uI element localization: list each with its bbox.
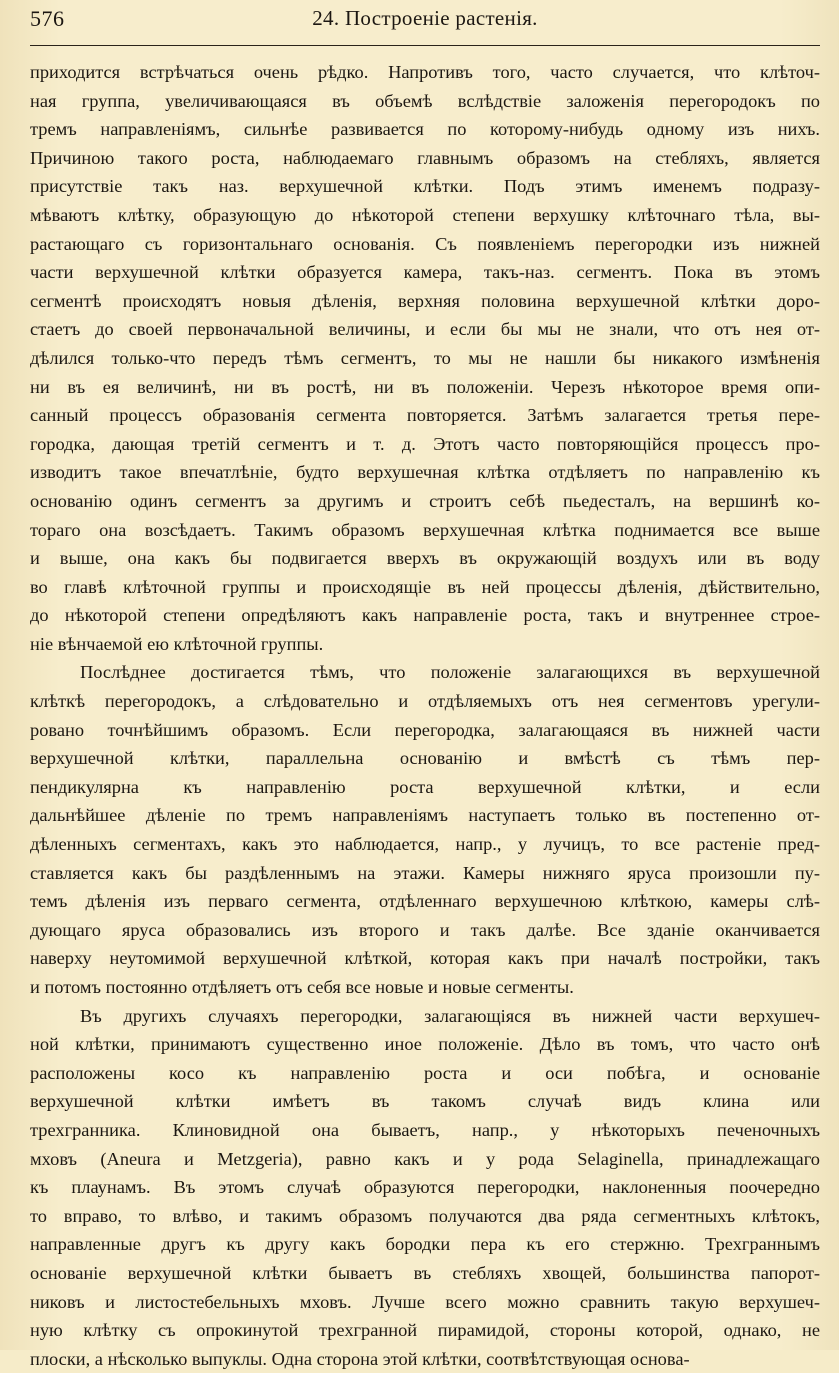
text-line: санный процессъ образованія сегмента повторяется. Затѣмъ залагается третья пере- (30, 405, 820, 426)
text-line: ной клѣтки, принимаютъ существенно иное положеніе. Дѣло въ томъ, что часто онѣ (30, 1034, 820, 1055)
text-line: дѣлился только-что передъ тѣмъ сегментъ, то мы не нашли бы никакого измѣненія (30, 347, 820, 368)
text-line: стаетъ до своей первоначальной величины, и если бы мы не знали, что отъ нея от- (30, 319, 820, 340)
header-rule (30, 45, 820, 46)
text-line: сегментѣ происходятъ новыя дѣленія, верхняя половина верхушечной клѣтки доро- (30, 290, 820, 311)
text-line: направленные другъ къ другу какъ бородки пера къ его стержню. Трехграннымъ (30, 1234, 820, 1255)
text-line: мховъ (Aneura и Metzgeria), равно какъ и у рода Selaginella, принадлежащаго (30, 1148, 820, 1169)
text-line: верхушечной клѣтки, параллельна основанію и вмѣстѣ съ тѣмъ пер- (30, 748, 820, 769)
text-line: городка, дающая третій сегментъ и т. д. Этотъ часто повторяющійся процессъ про- (30, 433, 820, 454)
text-line: ную клѣтку съ опрокинутой трехгранной пирамидой, стороны которой, однако, не (30, 1320, 820, 1341)
text-line: ровано точнѣйшимъ образомъ. Если перегородка, залагающаяся въ нижней части (30, 719, 820, 740)
text-line: Причиною такого роста, наблюдаемаго главнымъ образомъ на стебляхъ, является (30, 147, 820, 168)
text-line: клѣткѣ перегородокъ, а слѣдовательно и отдѣляемыхъ отъ нея сегментовъ урегули- (30, 691, 820, 712)
text-line: растающаго съ горизонтальнаго основанія. Съ появленіемъ перегородки изъ нижней (30, 233, 820, 254)
text-line: верхушечной клѣтки имѣетъ въ такомъ случаѣ видъ клина или (30, 1091, 820, 1112)
text-line: трехгранника. Клиновидной она бываетъ, напр., у нѣкоторыхъ печеночныхъ (30, 1119, 820, 1140)
page-header (30, 6, 820, 40)
text-line: основанію одинъ сегментъ за другимъ и строитъ себѣ пьедесталъ, на вершинѣ ко- (30, 490, 820, 511)
text-line: присутствіе такъ наз. верхушечной клѣтки. Подъ этимъ именемъ подразу- (30, 176, 820, 197)
text-line: части верхушечной клѣтки образуется камера, такъ-наз. сегментъ. Пока въ этомъ (30, 262, 820, 283)
running-title: 24. Построеніе растенія. (312, 6, 538, 30)
text-line: къ плаунамъ. Въ этомъ случаѣ образуются перегородки, наклоненныя поочередно (30, 1177, 820, 1198)
text-line: мѣваютъ клѣтку, образующую до нѣкоторой степени верхушку клѣточнаго тѣла, вы- (30, 204, 820, 225)
text-line: тораго она возсѣдаетъ. Такимъ образомъ верхушечная клѣтка поднимается все выше (30, 519, 820, 540)
text-line: Послѣднее достигается тѣмъ, что положеніе залагающихся въ верхушечной (80, 662, 820, 683)
text-line: во главѣ клѣточной группы и происходящіе въ ней процессы дѣленія, дѣйствительно, (30, 576, 820, 597)
text-line: дѣленныхъ сегментахъ, какъ это наблюдается, напр., у лучицъ, то все растеніе пред- (30, 834, 820, 855)
text-line: до нѣкоторой степени опредѣляютъ какъ направленіе роста, такъ и внутреннее строе- (30, 605, 820, 626)
text-line: ніе вѣнчаемой ею клѣточной группы. (30, 633, 324, 654)
text-line: пендикулярна къ направленію роста верхушечной клѣтки, и если (30, 776, 820, 797)
text-line: ни въ ея величинѣ, ни въ ростѣ, ни въ положеніи. Черезъ нѣкоторое время опи- (30, 376, 820, 397)
paragraph (30, 58, 820, 658)
paragraph (30, 1002, 820, 1373)
text-line: изводитъ такое впечатлѣніе, будто верхушечная клѣтка отдѣляетъ по направленію къ (30, 462, 820, 483)
text-line: то вправо, то влѣво, и такимъ образомъ получаются два ряда сегментныхъ клѣтокъ, (30, 1205, 820, 1226)
text-line: и выше, она какъ бы подвигается вверхъ въ окружающій воздухъ или въ воду (30, 548, 820, 569)
text-line: тремъ направленіямъ, сильнѣе развивается по которому-нибудь одному изъ нихъ. (30, 119, 820, 140)
text-line: дальнѣйшее дѣленіе по тремъ направленіямъ наступаетъ только въ постепенно от- (30, 805, 820, 826)
text-line: расположены косо къ направленію роста и оси побѣга, и основаніе (30, 1062, 820, 1083)
text-line: плоски, а нѣсколько выпуклы. Одна сторона этой клѣтки, соотвѣтствующая основа- (30, 1348, 690, 1369)
text-line: Въ другихъ случаяхъ перегородки, залагающіяся въ нижней части верхушеч- (80, 1005, 820, 1026)
text-line: и потомъ постоянно отдѣляетъ отъ себя все новые и новые сегменты. (30, 977, 574, 997)
text-line: никовъ и листостебельныхъ мховъ. Лучше всего можно сравнить такую верхушеч- (30, 1291, 820, 1312)
text-line: наверху неутомимой верхушечной клѣткой, которая какъ при началѣ постройки, такъ (30, 948, 820, 969)
text-line: ставляется какъ бы раздѣленнымъ на этажи. Камеры нижняго яруса произошли пу- (30, 862, 820, 883)
text-line: основаніе верхушечной клѣтки бываетъ въ стебляхъ хвощей, большинства папорот- (30, 1262, 820, 1283)
text-line: темъ дѣленія изъ перваго сегмента, отдѣленнаго верхушечною клѣткою, камеры слѣ- (30, 891, 820, 912)
text-line: дующаго яруса образовались изъ второго и такъ далѣе. Все зданіе оканчивается (30, 919, 820, 940)
body-text (30, 58, 820, 1373)
text-line: приходится встрѣчаться очень рѣдко. Напротивъ того, часто случается, что клѣточ- (30, 62, 820, 82)
paragraph (30, 658, 820, 1001)
page-number: 576 (30, 6, 65, 31)
text-line: ная группа, увеличивающаяся въ объемѣ вслѣдствіе заложенія перегородокъ по (30, 90, 820, 111)
